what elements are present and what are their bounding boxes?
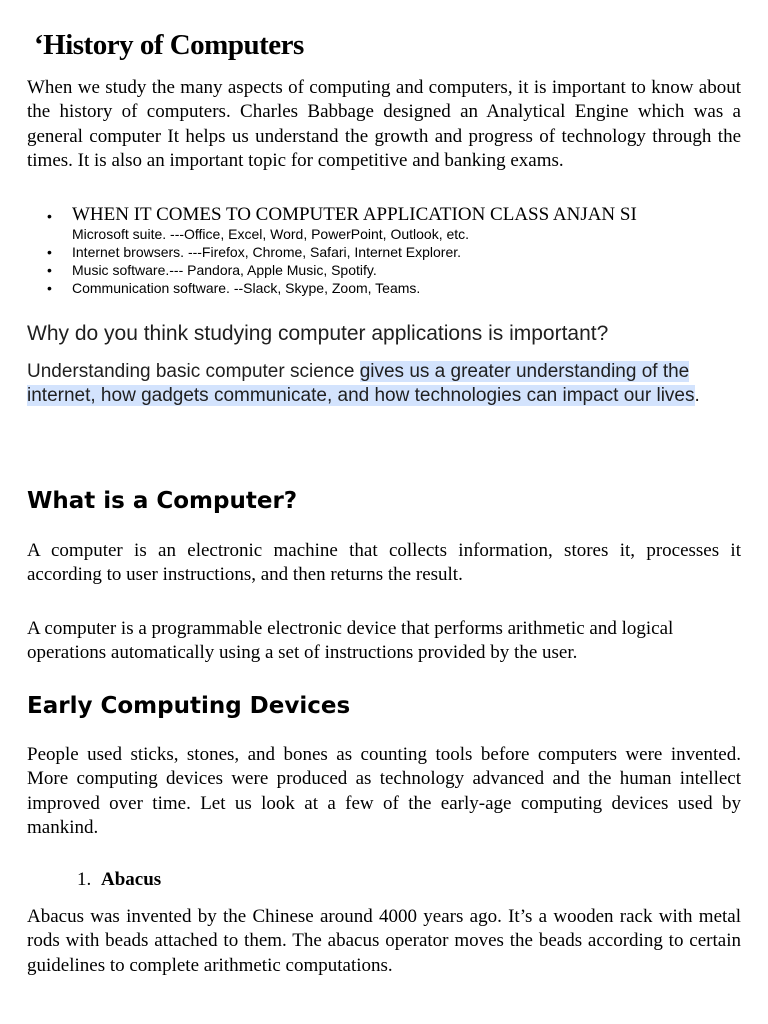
list-item-heading: WHEN IT COMES TO COMPUTER APPLICATION CLASS ANJAN SI [72, 204, 637, 225]
list-item [27, 279, 741, 297]
question-heading: Why do you think studying computer applications is important? [27, 322, 609, 345]
computer-definition-paragraph-1: A computer is an electronic machine that collects information, stores it, processes it according to user instructions, and then returns the result. [27, 540, 741, 586]
list-number: 1. [77, 869, 92, 890]
page-title: ‘History of Computers [34, 29, 304, 61]
answer-paragraph [27, 360, 741, 408]
application-bullet-list [27, 205, 741, 297]
answer-text-after: . [694, 385, 700, 406]
list-item-text: Communication software. --Slack, Skype, Zoom, Teams. [72, 280, 421, 296]
intro-paragraph: When we study the many aspects of computing and computers, it is important to know about the history of computers. Charles Babbage designed an Analytical Engine which was a general computer It helps us understand the growth and progress of technology through the times. It is also an important topic for competitive and banking exams. [27, 77, 741, 171]
bullet-icon: • [47, 244, 52, 260]
list-item [27, 243, 741, 261]
bullet-icon: • [47, 280, 52, 296]
list-item-text: Music software.--- Pandora, Apple Music, Spotify. [72, 262, 377, 278]
list-item-label-abacus: Abacus [101, 869, 162, 890]
bullet-icon: • [47, 262, 52, 278]
highlighted-text[interactable]: gives us a greater understanding of the internet, how gadgets communicate, and how technologies can impact our lives [27, 361, 695, 406]
list-item-subtext: Microsoft suite. ---Office, Excel, Word, PowerPoint, Outlook, etc. [72, 226, 470, 242]
bullet-icon: • [47, 208, 52, 224]
section-heading-early-devices: Early Computing Devices [27, 693, 351, 719]
early-devices-paragraph: People used sticks, stones, and bones as counting tools before computers were invented. More computing devices were produced as technology advanced and the human intellect improved over time. Let us look at a few of the early-age computing devices used by mankind. [27, 744, 741, 838]
list-item [27, 205, 741, 243]
list-item [27, 261, 741, 279]
answer-text-before: Understanding basic computer science [27, 361, 360, 382]
section-heading-what-is-computer: What is a Computer? [27, 488, 298, 514]
computer-definition-paragraph-2: A computer is a programmable electronic device that performs arithmetic and logical operations automatically using a set of instructions provided by the user. [27, 618, 674, 664]
abacus-paragraph: Abacus was invented by the Chinese around 4000 years ago. It’s a wooden rack with metal rods with beads attached to them. The abacus operator moves the beads according to certain guidelines to complete arithmetic computations. [27, 906, 741, 976]
list-item-text: Internet browsers. ---Firefox, Chrome, Safari, Internet Explorer. [72, 244, 462, 260]
